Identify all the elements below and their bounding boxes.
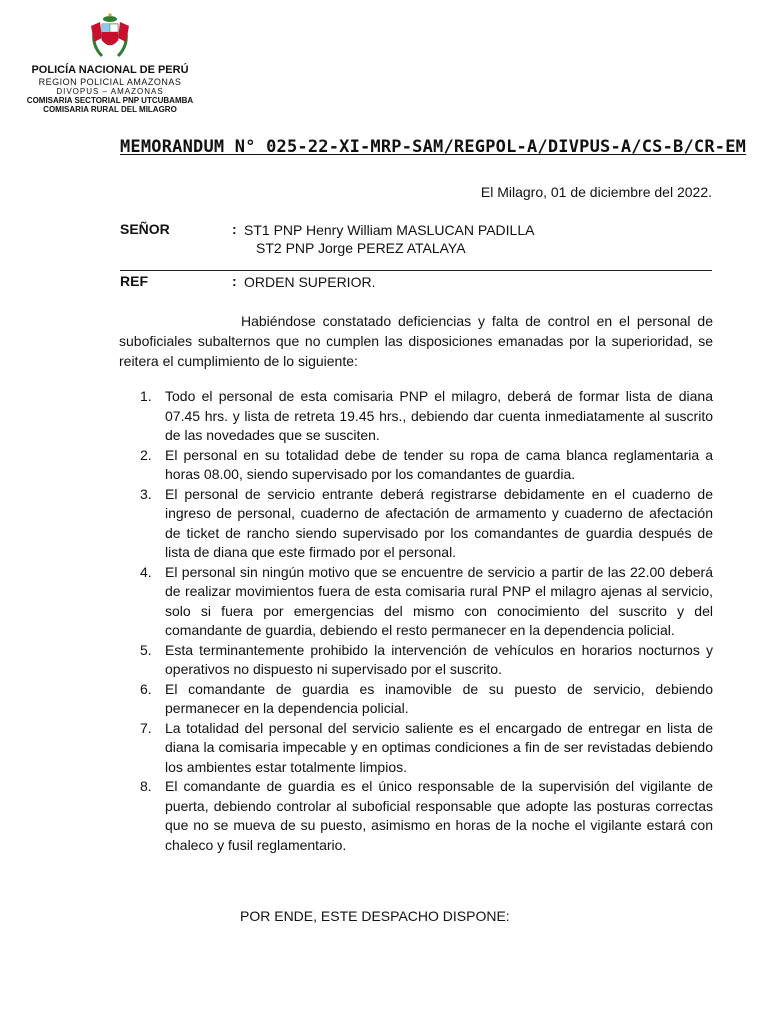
disposition-list [140, 387, 713, 855]
region-name: REGION POLICIAL AMAZONAS [38, 76, 182, 87]
item-number: 2. [140, 446, 152, 463]
reference-field [120, 273, 712, 293]
recipient-1: ST1 PNP Henry William MASLUCAN PADILLA [244, 222, 535, 238]
list-item [140, 446, 713, 485]
division-name: DIVOPUS – AMAZONAS [56, 86, 164, 96]
reference-label: REF [120, 273, 148, 289]
recipient-2: ST2 PNP Jorge PEREZ ATALAYA [256, 240, 466, 256]
list-item [140, 485, 713, 563]
reference-colon: : [232, 273, 237, 289]
item-text: El personal sin ningún motivo que se encuentre de servicio a partir de las 22.00 deberá de realizar movimientos fuera de esta comisaria rural PNP el milagro ajenas al servicio, solo si fuera por emergencias del mismo con conocimiento del suscrito y del comandante de guardia, debiendo el resto permanecer en la dependencia policial. [165, 563, 713, 638]
list-item [140, 777, 713, 855]
item-number: 8. [140, 778, 152, 794]
item-text: El personal de servicio entrante deberá registrarse debidamente en el cuaderno de ingreso de personal, cuaderno de afectación de armamento y cuaderno de afectación de ticket de rancho siendo supervisado por los comandantes de guardia después de lista de diana que este firmado por el personal. [165, 485, 713, 560]
item-text: El comandante de guardia es el único responsable de la supervisión del vigilante de puerta, debiendo controlar al suboficial responsable que adopte las posturas correctas que no se mueva de su puesto, asimismo en horas de la noche el vigilante estará con chaleco y fusil reglamentario. [165, 778, 713, 853]
item-text: Esta terminantemente prohibido la intervención de vehículos en horarios nocturnos y operativos no dispuesto ni supervisado por el suscrito. [165, 641, 713, 677]
list-item [140, 719, 713, 778]
institution-header [10, 64, 210, 115]
institution-name: POLICÍA NACIONAL DE PERÚ [31, 64, 189, 76]
list-item [140, 563, 713, 641]
item-number: 3. [140, 485, 152, 502]
date-line: El Milagro, 01 de diciembre del 2022. [480, 184, 712, 200]
recipient-colon: : [232, 221, 237, 237]
comisaria-rural: COMISARIA RURAL DEL MILAGRO [43, 105, 177, 115]
item-number: 7. [140, 719, 152, 736]
item-number: 1. [140, 388, 152, 404]
list-item [140, 680, 713, 719]
item-text: El personal en su totalidad debe de tender su ropa de cama blanca reglamentaria a horas 08.00, siendo supervisado por los comandantes de guardia. [165, 446, 713, 482]
item-number: 5. [140, 641, 152, 658]
item-number: 6. [140, 680, 152, 697]
list-item [140, 387, 713, 446]
separator-line [120, 270, 712, 271]
item-text: La totalidad del personal del servicio saliente es el encargado de entregar en lista de diana la comisaria impecable y en optimas condiciones a fin de ser revistadas debiendo los ambientes estar totalmente limpios. [165, 719, 713, 775]
intro-paragraph: Habiéndose constatado deficiencias y falta de control en el personal de suboficiales subalternos que no cumplen las disposiciones emanadas por la superioridad, se reitera el cumplimiento de lo siguiente: [119, 313, 713, 369]
reference-value: ORDEN SUPERIOR. [244, 274, 376, 290]
item-number: 4. [140, 563, 152, 580]
recipient-label: SEÑOR [120, 221, 170, 237]
peru-coat-of-arms-icon [88, 12, 132, 60]
list-item [140, 641, 713, 680]
recipient-list [244, 221, 534, 257]
closing-statement: POR ENDE, ESTE DESPACHO DISPONE: [240, 908, 510, 924]
item-text: El comandante de guardia es inamovible de su puesto de servicio, debiendo permanecer en la dependencia policial. [165, 680, 713, 716]
memo-title: MEMORANDUM N° 025-22-XI-MRP-SAM/REGPOL-A/DIVPUS-A/CS-B/CR-EM [120, 137, 747, 157]
recipient-field [120, 221, 712, 261]
comisaria-sectorial: COMISARIA SECTORIAL PNP UTCUBAMBA [26, 96, 194, 106]
item-text: Todo el personal de esta comisaria PNP el milagro, deberá de formar lista de diana 07.45 hrs. y lista de retreta 19.45 hrs., debiendo dar cuenta inmediatamente al suscrito de las novedades que se susciten. [165, 388, 713, 443]
